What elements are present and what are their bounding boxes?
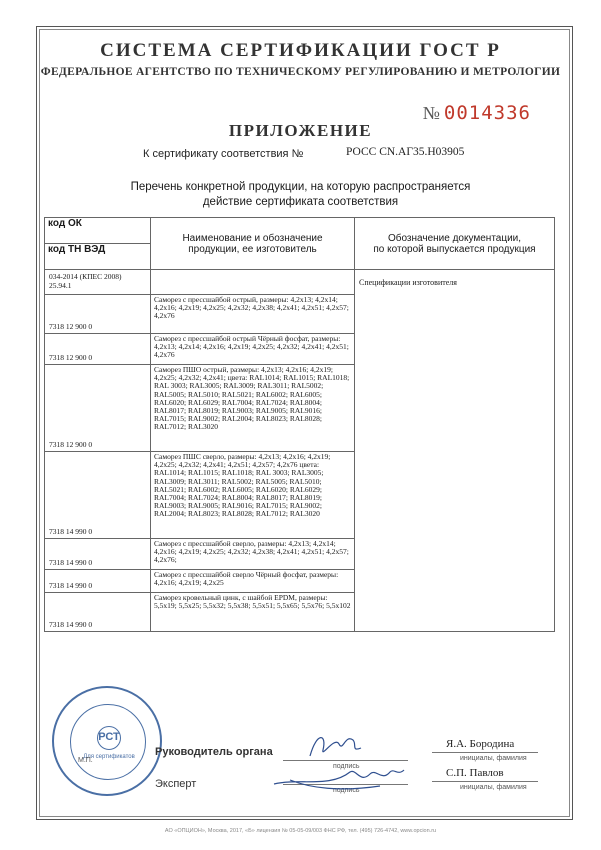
table-cell-name: Саморез с прессшайбой острый Чёрный фосфат, размеры: 4,2х13; 4,2х14; 4,2х16; 4,2х19; 4,2х25; 4,2х32; 4,2х41; 4,2х51; 4,2х76: [151, 334, 355, 365]
print-footer: АО «ОПЦИОН», Москва, 2017, «Б» лицензия № 05-05-09/003 ФНС РФ, тел. (495) 726-4742, www.opcion.ru: [164, 828, 437, 834]
header-code-tn: код ТН ВЭД: [45, 244, 151, 270]
table-cell-name: Саморез с прессшайбой сверло Чёрный фосфат, размеры: 4,2х16; 4,2х19; 4,2х25: [151, 570, 355, 593]
header-doc-line1: Обозначение документации,: [387, 232, 522, 244]
expert-label: Эксперт: [155, 778, 197, 790]
expert-signature-icon: [270, 758, 410, 794]
certificate-number: РОСС CN.АГ35.Н03905: [346, 146, 465, 158]
header-name-line1: Наименование и обозначение: [182, 232, 323, 244]
table-cell-name: Саморез кровельный цинк, с шайбой EPDM, размеры: 5,5х19; 5,5х25; 5,5х32; 5,5х38; 5,5х51; 5,5х65; 5,5х76; 5,5х102: [151, 593, 355, 632]
certificate-label: К сертификату соответствия №: [143, 148, 304, 160]
head-name: Я.А. Бородина: [446, 738, 515, 750]
head-signature-caption: подпись: [333, 763, 360, 770]
header-code-ok: код ОК: [45, 218, 151, 244]
agency-title: ФЕДЕРАЛЬНОЕ АГЕНТСТВО ПО ТЕХНИЧЕСКОМУ РЕГУЛИРОВАНИЮ И МЕТРОЛОГИИ: [40, 66, 561, 78]
expert-signature-caption: подпись: [333, 787, 360, 794]
certificate-reference: [143, 146, 465, 160]
table-cell-code: 7318 14 990 0: [45, 539, 151, 570]
system-title: СИСТЕМА СЕРТИФИКАЦИИ ГОСТ Р: [100, 40, 501, 61]
table-cell-code: 7318 14 990 0: [45, 452, 151, 539]
page-title: ПРИЛОЖЕНИЕ: [228, 121, 373, 140]
header-doc-line2: по которой выпускается продукция: [373, 243, 536, 255]
table-cell-name: Саморез ПШС сверло, размеры: 4,2х13; 4,2х16; 4,2х19; 4,2х25; 4,2х32; 4,2х41; 4,2х51; 4,2х57; 4,2х76 цвета: RAL1014; RAL1015; RAL1018; RAL 3003; RAL3005; RAL3009; RAL3011; RAL5002; RAL5005; RAL5010; RAL5021; RAL6002; RAL6005; RAL6020; RAL6029; RAL7004; RAL7024; RAL8004; RAL8017; RAL8019; RAL9003; RAL9005; RAL9016; RAL7015; RAL9002; RAL2004; RAL8023; RAL8028; RAL7012; RAL3020: [151, 452, 355, 539]
list-title-line1: Перечень конкретной продукции, на которую распространяется: [130, 181, 471, 193]
mp-mark: М.П.: [78, 757, 93, 764]
rst-logo-icon: РСТ: [97, 726, 121, 750]
table-cell-name: Саморез с прессшайбой острый, размеры: 4,2х13; 4,2х14; 4,2х16; 4,2х19; 4,2х25; 4,2х32; 4,2х38; 4,2х41; 4,2х51; 4,2х57; 4,2х76: [151, 295, 355, 334]
table-cell-code: 7318 12 900 0: [45, 334, 151, 365]
table-cell-code: 7318 14 990 0: [45, 593, 151, 632]
table-cell-name: Саморез ПШО острый, размеры: 4,2х13; 4,2х16; 4,2х19; 4,2х25; 4,2х32; 4,2х41; цвета: RAL1014; RAL1015; RAL1018; RAL 3003; RAL3005; RAL3009; RAL3011; RAL5002; RAL5005; RAL5010; RAL5021; RAL6002; RAL6005; RAL6020; RAL6029; RAL7004; RAL7024; RAL8004; RAL8017; RAL8019; RAL9003; RAL9005; RAL9016; RAL7015; RAL9002; RAL2004; RAL8023; RAL8028; RAL7012; RAL3020: [151, 365, 355, 452]
table-cell-code: 7318 14 990 0: [45, 570, 151, 593]
table-cell-code: 7318 12 900 0: [45, 365, 151, 452]
okpd-code: 034-2014 (КПЕС 2008): [49, 272, 122, 281]
table-cell-name: [151, 270, 355, 295]
number-sign: №: [422, 103, 441, 123]
table-cell-doc: Спецификации изготовителя: [355, 270, 555, 632]
list-title-line2: действие сертификата соответствия: [202, 196, 399, 208]
certification-stamp: [52, 686, 162, 796]
products-table: [44, 217, 555, 632]
head-name-caption: инициалы, фамилия: [460, 755, 527, 762]
number-value: 0014336: [443, 102, 531, 124]
header-name-line2: продукции, ее изготовитель: [188, 243, 317, 255]
okpd-subcode: 25.94.1: [49, 281, 72, 290]
table-cell-name: Саморез с прессшайбой сверло, размеры: 4,2х13; 4,2х14; 4,2х16; 4,2х19; 4,2х25; 4,2х32; 4,2х38; 4,2х41; 4,2х51; 4,2х57; 4,2х76;: [151, 539, 355, 570]
expert-name-line: [432, 781, 538, 782]
expert-name: С.П. Павлов: [446, 767, 504, 779]
table-cell-code: [45, 270, 151, 295]
head-name-line: [432, 752, 538, 753]
head-label: Руководитель органа: [155, 746, 273, 758]
table-header-row: [45, 218, 555, 244]
header-name: [151, 218, 355, 270]
header-doc: [355, 218, 555, 270]
stamp-text: Для сертификатов: [83, 754, 135, 760]
table-row: [45, 270, 555, 295]
table-cell-code: 7318 12 900 0: [45, 295, 151, 334]
expert-name-caption: инициалы, фамилия: [460, 784, 527, 791]
